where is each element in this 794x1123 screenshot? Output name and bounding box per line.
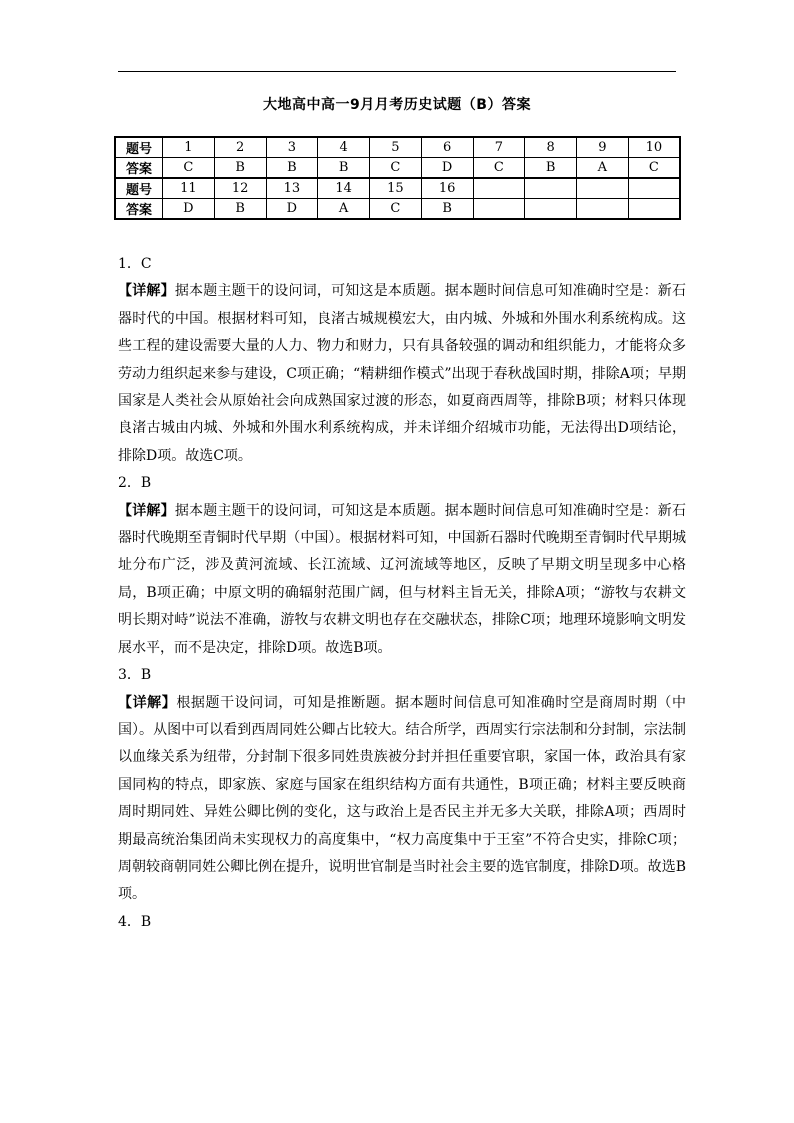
question-heading: 1．C — [118, 256, 152, 272]
table-cell: 10 — [628, 137, 680, 158]
question-heading: 4．B — [118, 913, 152, 930]
table-cell: C — [163, 158, 215, 179]
table-cell: B — [318, 158, 370, 179]
table-cell: 2 — [214, 137, 266, 158]
explanation-text: 据本题主题干的设问词，可知这是本质题。据本题时间信息可知准确时空是：新石器时代晚期至青铜时代早期（中国）。根据材料可知，中国新石器时代晚期至青铜时代早期城址分布广泛，涉及黄河流域、长江流域、辽河流域等地区，反映了早期文明呈现多中心格局，B项正确；中原文明的确辐射范围广阔，但与材料主旨无关，排除A项；“游牧与农耕文明长期对峙”说法不准确，游牧与农耕文明也存在交融状态，排除C项；地理环境影响文明发展水平，而不是决定，排除D项。故选B项。 — [118, 502, 687, 656]
table-row — [115, 199, 680, 220]
question-heading: 2．B — [118, 475, 152, 492]
table-cell: 14 — [318, 178, 370, 199]
table-cell: 15 — [370, 178, 422, 199]
explanation-tag: 【详解】 — [118, 694, 177, 711]
table-cell: A — [318, 199, 370, 220]
table-cell: 11 — [163, 178, 215, 199]
table-cell — [577, 199, 629, 220]
table-cell: C — [628, 158, 680, 179]
table-cell: D — [266, 199, 318, 220]
row-label-number: 题号 — [115, 178, 163, 199]
table-row — [115, 137, 680, 158]
table-cell: C — [370, 199, 422, 220]
table-cell — [577, 178, 629, 199]
table-cell: D — [421, 158, 473, 179]
question-explanation — [118, 278, 686, 470]
answer-explanations — [118, 251, 686, 936]
table-cell: D — [163, 199, 215, 220]
question-explanation — [118, 690, 686, 909]
question-explanation — [118, 498, 686, 662]
row-label-answer: 答案 — [115, 199, 163, 220]
table-cell: A — [577, 158, 629, 179]
table-cell: 7 — [473, 137, 525, 158]
table-cell — [473, 199, 525, 220]
table-row — [115, 158, 680, 179]
table-cell — [525, 199, 577, 220]
page-title: 大地高中高一9月月考历史试题（B）答案 — [263, 97, 531, 113]
table-cell: B — [266, 158, 318, 179]
table-cell — [525, 178, 577, 199]
table-cell: 3 — [266, 137, 318, 158]
table-cell: B — [421, 199, 473, 220]
explanation-tag: 【详解】 — [118, 283, 175, 300]
table-cell: 6 — [421, 137, 473, 158]
table-cell — [628, 199, 680, 220]
table-cell: 16 — [421, 178, 473, 199]
row-label-number: 题号 — [115, 137, 163, 158]
table-cell: 8 — [525, 137, 577, 158]
header-rule — [118, 71, 676, 72]
table-cell: 5 — [370, 137, 422, 158]
question-heading: 3．B — [118, 667, 152, 684]
explanation-text: 根据题干设问词，可知是推断题。据本题时间信息可知准确时空是商周时期（中国）。从图中可以看到西周同姓公卿占比较大。结合所学，西周实行宗法制和分封制，宗法制以血缘关系为纽带，分封制下很多同姓贵族被分封并担任重要官职，家国一体，政治具有家国同构的特点，即家族、家庭与国家在组织结构方面有共通性，B项正确；材料主要反映商周时期同姓、异姓公卿比例的变化，这与政治上是否民主并无多大关联，排除A项；西周时期最高统治集团尚未实现权力的高度集中，“权力高度集中于王室”不符合史实，排除C项；周朝较商朝同姓公卿比例在提升，说明世官制是当时社会主要的选官制度，排除D项。故选B项。 — [118, 694, 687, 903]
table-cell: C — [473, 158, 525, 179]
table-cell: B — [214, 158, 266, 179]
explanation-tag: 【详解】 — [118, 502, 175, 519]
table-cell — [473, 178, 525, 199]
table-cell: 1 — [163, 137, 215, 158]
table-cell: B — [214, 199, 266, 220]
row-label-answer: 答案 — [115, 158, 163, 179]
table-row — [115, 178, 680, 199]
table-cell — [628, 178, 680, 199]
explanation-text: 据本题主题干的设问词，可知这是本质题。据本题时间信息可知准确时空是：新石器时代的中国。根据材料可知，良渚古城规模宏大，由内城、外城和外围水利系统构成。这些工程的建设需要大量的人力、物力和财力，只有具备较强的调动和组织能力，才能将众多劳动力组织起来参与建设，C项正确；“精耕细作模式”出现于春秋战国时期，排除A项；早期国家是人类社会从原始社会向成熟国家过渡的形态，如夏商西周等，排除B项；材料只体现良渚古城由内城、外城和外围水利系统构成，并未详细介绍城市功能，无法得出D项结论，排除D项。故选C项。 — [118, 283, 687, 464]
table-cell: 4 — [318, 137, 370, 158]
table-cell: 12 — [214, 178, 266, 199]
answer-table — [114, 136, 681, 220]
table-cell: 13 — [266, 178, 318, 199]
table-cell: B — [525, 158, 577, 179]
table-cell: C — [370, 158, 422, 179]
table-cell: 9 — [577, 137, 629, 158]
